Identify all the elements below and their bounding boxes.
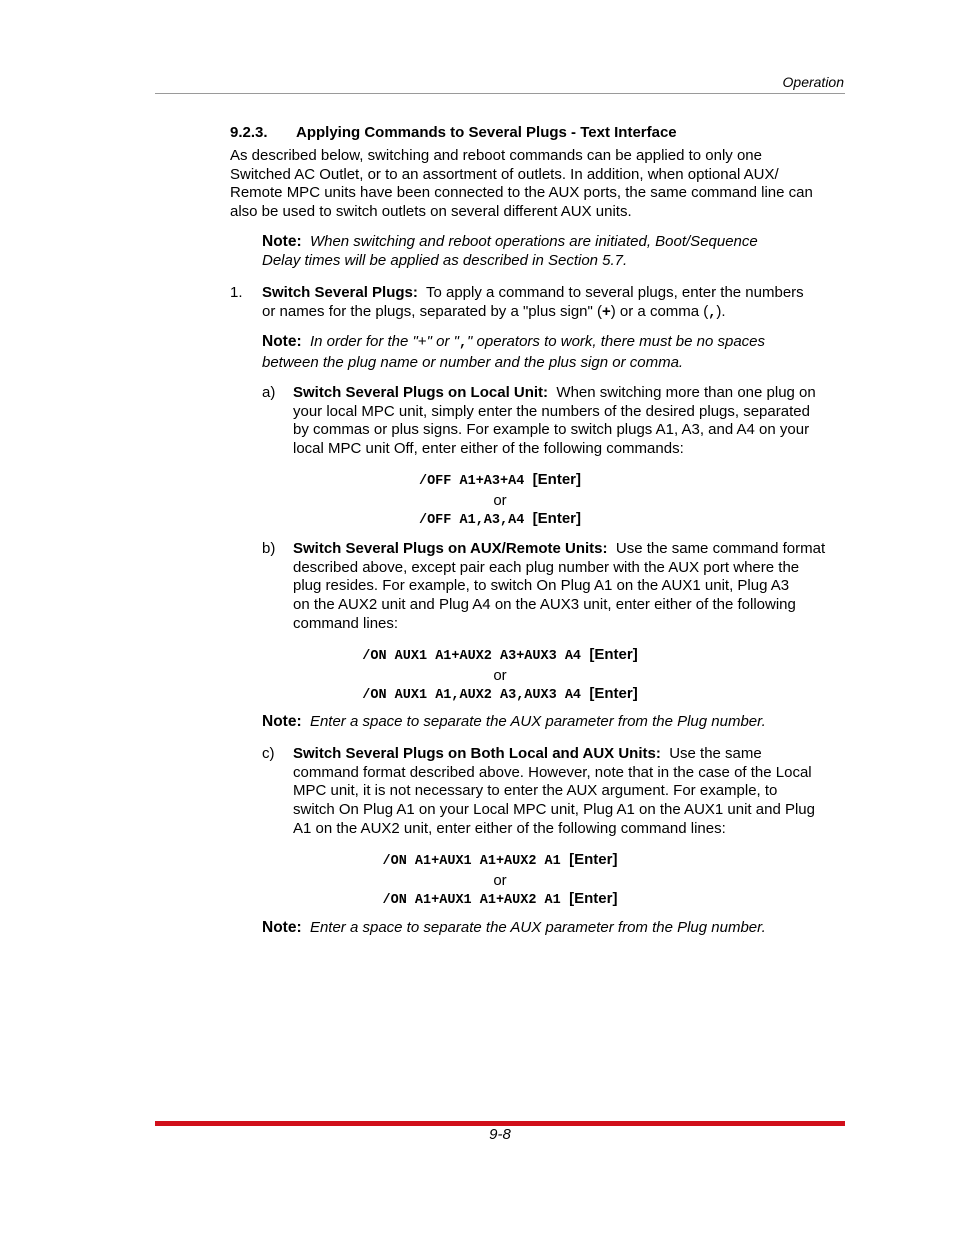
- command-text: /ON A1+AUX1 A1+AUX2 A1: [382, 893, 561, 909]
- intro-line: also be used to switch outlets on several different AUX units.: [230, 203, 632, 221]
- or-separator: or: [493, 491, 507, 509]
- command-text: /ON A1+AUX1 A1+AUX2 A1: [382, 854, 561, 869]
- comma-symbol: ,: [458, 336, 468, 351]
- intro-line: Remote MPC units have been connected to the AUX ports, the same command line can: [230, 184, 813, 202]
- note-label: Note:: [262, 233, 302, 250]
- step-text: To apply a command to several plugs, enter the numbers: [425, 284, 804, 301]
- or-separator: or: [493, 871, 507, 889]
- command-text: /ON AUX1 A1+AUX2 A3+AUX3 A4: [362, 649, 582, 664]
- enter-key: [Enter]: [569, 851, 618, 868]
- step-text: ) or a comma (: [610, 302, 709, 320]
- item-label: Switch Several Plugs on Both Local and AUX Units:: [293, 745, 661, 762]
- item-text: Use the same: [669, 745, 762, 762]
- item-text: on the AUX2 unit and Plug A4 on the AUX3 unit, enter either of the following: [293, 596, 796, 614]
- step-text: or names for the plugs, separated by a "plus sign" (: [262, 302, 602, 320]
- item-text: When switching more than one plug on: [556, 384, 816, 401]
- enter-key: [Enter]: [589, 685, 638, 703]
- note-1: [262, 233, 758, 270]
- intro-paragraph: [230, 147, 813, 222]
- item-a: [293, 384, 816, 459]
- step-1-marker: 1.: [230, 284, 243, 301]
- note-text: " operators to work, there must be no spaces: [467, 333, 766, 350]
- item-text: by commas or plus signs. For example to switch plugs A1, A3, and A4 on your: [293, 421, 810, 439]
- enter-key: [Enter]: [532, 471, 581, 488]
- step-text: ).: [716, 302, 726, 320]
- running-header: Operation: [782, 74, 844, 90]
- command-block-a: [300, 471, 700, 531]
- page-number: 9-8: [489, 1126, 511, 1143]
- step-label: Switch Several Plugs:: [262, 284, 418, 301]
- item-text: Use the same command format: [615, 540, 826, 557]
- note-2: [262, 333, 765, 372]
- note-label: Note:: [262, 919, 302, 936]
- item-b-marker: b): [262, 540, 276, 557]
- item-text: MPC unit, it is not necessary to enter the AUX argument. For example, to: [293, 782, 778, 800]
- item-text: local MPC unit Off, enter either of the following commands:: [293, 440, 684, 458]
- item-label: Switch Several Plugs on Local Unit:: [293, 384, 549, 401]
- item-text: command format described above. However, note that in the case of the Local: [293, 763, 812, 781]
- command-block-b: [300, 646, 700, 706]
- note-4: [262, 919, 766, 938]
- item-c-marker: c): [262, 745, 275, 762]
- section-title: Applying Commands to Several Plugs - Text Interface: [296, 124, 677, 141]
- item-label: Switch Several Plugs on AUX/Remote Units:: [293, 540, 608, 557]
- note-text: In order for the ": [309, 333, 418, 350]
- item-text: switch On Plug A1 on your Local MPC unit, Plug A1 on the AUX1 unit and Plug: [293, 801, 815, 819]
- note-text: Delay times will be applied as described in Section 5.7.: [262, 251, 628, 269]
- enter-key: [Enter]: [589, 646, 638, 663]
- comma-symbol: ,: [708, 305, 717, 321]
- item-text: plug resides. For example, to switch On Plug A1 on the AUX1 unit, Plug A3: [293, 577, 790, 595]
- step-1: [262, 284, 804, 323]
- note-label: Note:: [262, 713, 302, 730]
- command-text: /ON AUX1 A1,AUX2 A3,AUX3 A4: [362, 688, 582, 704]
- item-text: command lines:: [293, 614, 399, 632]
- item-text: described above, except pair each plug number with the AUX port where the: [293, 558, 800, 576]
- item-text: your local MPC unit, simply enter the numbers of the desired plugs, separated: [293, 402, 810, 420]
- note-text: between the plug name or number and the plus sign or comma.: [262, 353, 684, 371]
- note-text: Enter a space to separate the AUX parameter from the Plug number.: [309, 919, 766, 936]
- header-rule: [155, 93, 845, 94]
- or-separator: or: [493, 666, 507, 684]
- note-label: Note:: [262, 333, 302, 350]
- item-a-marker: a): [262, 384, 276, 401]
- note-text: Enter a space to separate the AUX parameter from the Plug number.: [309, 713, 766, 730]
- command-text: /OFF A1,A3,A4: [418, 513, 525, 529]
- note-3: [262, 713, 766, 732]
- item-c: [293, 745, 815, 839]
- enter-key: [Enter]: [569, 890, 618, 908]
- intro-line: Switched AC Outlet, or to an assortment of outlets. In addition, when optional AUX/: [230, 165, 779, 183]
- enter-key: [Enter]: [532, 510, 581, 528]
- item-text: A1 on the AUX2 unit, enter either of the following command lines:: [293, 819, 726, 837]
- note-text: " or ": [426, 333, 459, 350]
- command-block-c: [300, 851, 700, 911]
- plus-symbol: +: [417, 333, 427, 350]
- command-text: /OFF A1+A3+A4: [418, 474, 525, 489]
- note-text: When switching and reboot operations are initiated, Boot/Sequence: [309, 233, 758, 250]
- section-number: 9.2.3.: [230, 124, 268, 141]
- section-heading: [230, 124, 677, 141]
- intro-line: As described below, switching and reboot commands can be applied to only one: [230, 147, 762, 164]
- plus-symbol: +: [602, 302, 611, 320]
- item-b: [293, 540, 825, 634]
